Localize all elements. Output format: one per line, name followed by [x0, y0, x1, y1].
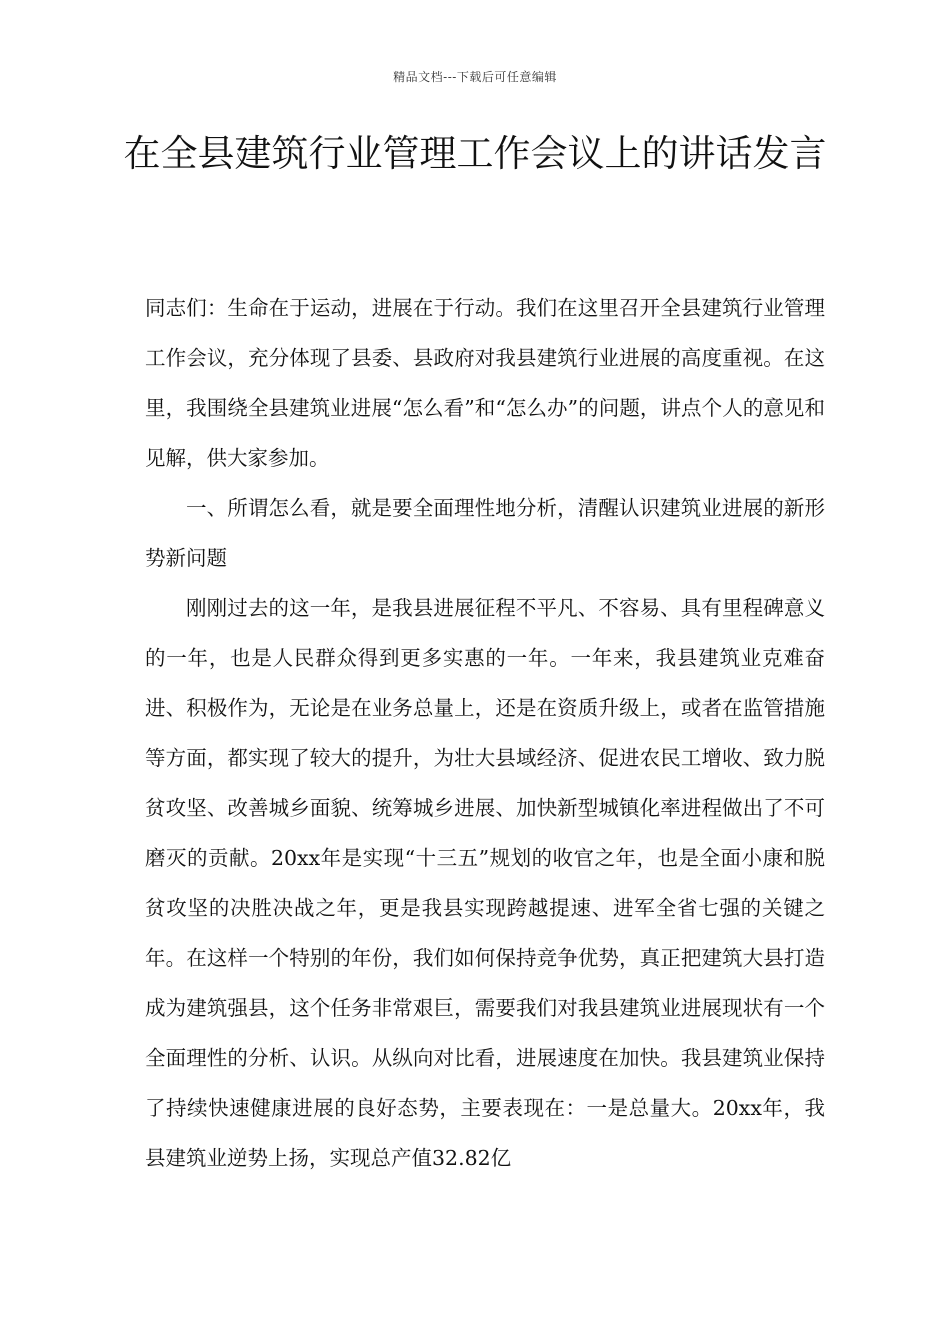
- paragraph-section-heading: 一、所谓怎么看，就是要全面理性地分析，清醒认识建筑业进展的新形势新问题: [145, 496, 825, 570]
- document-body: [145, 283, 825, 1183]
- header-note: 精品文档---下载后可任意编辑: [393, 70, 557, 84]
- paragraph-body: 刚刚过去的这一年，是我县进展征程不平凡、不容易、具有里程碑意义的一年，也是人民群众得到更多实惠的一年。一年来，我县建筑业克难奋进、积极作为，无论是在业务总量上，还是在资质升级上，或者在监管措施等方面，都实现了较大的提升，为壮大县域经济、促进农民工增收、致力脱贫攻坚、改善城乡面貌、统筹城乡进展、加快新型城镇化率进程做出了不可磨灭的贡献。20xx年是实现“十三五”规划的收官之年，也是全面小康和脱贫攻坚的决胜决战之年，更是我县实现跨越提速、进军全省七强的关键之年。在这样一个特别的年份，我们如何保持竞争优势，真正把建筑大县打造成为建筑强县，这个任务非常艰巨，需要我们对我县建筑业进展现状有一个全面理性的分析、认识。从纵向对比看，进展速度在加快。我县建筑业保持了持续快速健康进展的良好态势，主要表现在：一是总量大。20xx年，我县建筑业逆势上扬，实现总产值32.82亿: [145, 596, 825, 1170]
- document-title: 在全县建筑行业管理工作会议上的讲话发言: [123, 132, 827, 175]
- paragraph-opening: 同志们：生命在于运动，进展在于行动。我们在这里召开全县建筑行业管理工作会议，充分体现了县委、县政府对我县建筑行业进展的高度重视。在这里，我围绕全县建筑业进展“怎么看”和“怎么办”的问题，讲点个人的意见和见解，供大家参加。: [145, 296, 825, 470]
